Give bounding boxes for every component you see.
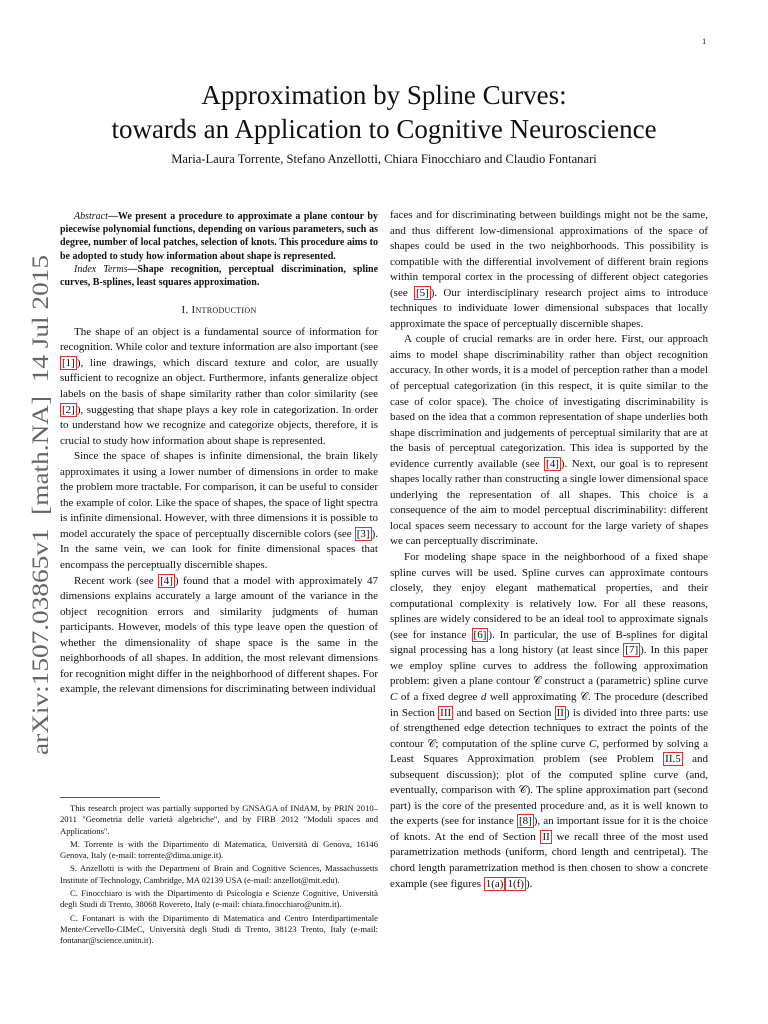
- intro-paragraph-3: [60, 574, 378, 698]
- text-run: well approximating: [486, 690, 580, 703]
- intro-paragraph-1: [60, 325, 378, 449]
- abstract-label: Abstract: [74, 211, 108, 222]
- text-run: ). The spline approximation part (second part) is the core of the presented procedure and, as it is well known to the experts (see for instance: [390, 784, 708, 828]
- footnote-affiliation-finocchiaro: C. Finocchiaro is with the Dipartimento di Psicologia e Scienze Cognitive, Università degli Studi di Trento, 38068 Rovereto, Italy (e-mail: chiara.finocchiaro@unitn.it).: [60, 888, 378, 910]
- text-run: we recall three of the most used parametrization methods (uniform, chord length and centripetal). The chord length parametrization method is then chosen to show a concrete example (see figures: [390, 830, 708, 890]
- citation-link[interactable]: [3]: [356, 527, 370, 540]
- citation-link[interactable]: [7]: [625, 644, 639, 657]
- math-symbol: C: [588, 737, 597, 750]
- index-terms: [60, 263, 378, 289]
- text-run: ), suggesting that shape plays a key role in categorization. In order to understand how we recognize and categorize objects, therefore, it is crucial to study how information about shape is represented.: [60, 403, 378, 447]
- text-run: and based on Section: [453, 706, 555, 719]
- body-paragraph-continued: [390, 208, 708, 332]
- title-line-1: Approximation by Spline Curves:: [201, 80, 567, 110]
- text-run: ), an important issue for it is the choice of knots. At the end of Section: [390, 815, 708, 843]
- text-run: , performed by solving a Least Squares Approximation problem (see Problem: [390, 737, 708, 766]
- text-run: faces and for discriminating between buildings might not be the same, and thus different low-dimensional approximations of the space of shapes could be used in the two neighborhoods. This possibility is compatible with the differential involvement of different brain regions within temporal cortex in the processing of different object categories (see: [390, 209, 708, 299]
- abstract-text: —We present a procedure to approximate a plane contour by piecewise polynomial functions, depending on various parameters, such as degree, number of local patches, selection of knots. This procedure aims to be adopted to study how information about shape is represented.: [60, 211, 378, 262]
- text-run: ). In this paper we employ spline curves to address the following approximation problem: given a plane contour: [390, 644, 708, 688]
- text-run: Recent work (see: [74, 574, 159, 587]
- body-paragraph-splines: [390, 550, 708, 892]
- section-link[interactable]: II: [542, 830, 550, 843]
- text-run: and subsequent discussion); plot of the computed spline curve (and, eventually, comparison with: [390, 753, 708, 797]
- math-symbol: 𝒞: [427, 737, 436, 750]
- text-run: The shape of an object is a fundamental source of information for recognition. While color and texture information are also important (see: [60, 325, 378, 354]
- footnotes: [60, 803, 378, 949]
- text-run: Since the space of shapes is infinite dimensional, the brain likely approximates it using a lower number of dimensions in order to make the problem more tractable. For comparison, it can be useful to consider the example of color. Like the space of shapes, the space of light spectra is infinite dimensional. However, with three dimensions it is possible to model accurately the space of perceptually discernible colors (see: [60, 450, 378, 540]
- text-run: ). In the same vein, we can look for finite dimensional spaces that encompass the perceptually discernible shapes.: [60, 527, 378, 571]
- citation-link[interactable]: [6]: [473, 628, 487, 641]
- text-run: ). Next, our goal is to represent shapes locally rather than constructing a single lower dimensional space underlying the representation of all shapes. This choice is a consequence of the aim to model perceptual discriminability: different local spaces seem necessary to account for the large variety of shapes we can perceptually discriminate.: [390, 457, 708, 548]
- index-terms-label: Index Terms: [74, 263, 128, 275]
- title-line-2: towards an Application to Cognitive Neuroscience: [111, 114, 657, 144]
- text-run: ), line drawings, which discard texture and color, are usually sufficient to recognize an object. Furthermore, infants generalize object labels on the basis of shape similarity rather than color similarity (see: [60, 356, 378, 400]
- text-run: ). Our interdisciplinary research project aims to introduce techniques to individuate lower dimensional subspaces that locally approximate the space of perceptually discernible shapes.: [390, 286, 708, 330]
- index-terms-text: —Shape recognition, perceptual discrimination, spline curves, B-splines, least squares approximation.: [60, 263, 379, 289]
- text-run: ). In particular, the use of B-splines for digital signal processing has a long history (at least since: [390, 628, 709, 657]
- section-link[interactable]: II: [556, 706, 564, 719]
- left-column: [60, 210, 378, 698]
- author-list: Maria-Laura Torrente, Stefano Anzellotti, Chiara Finocchiaro and Claudio Fontanari: [171, 152, 597, 166]
- text-run: A couple of crucial remarks are in order here. First, our approach aims to model shape discriminability rather than object recognition accuracy. In other words, it is a model of perception rather than a model of perceptual categorization (in this respect, it is quite similar to the case of color space). The choice of investigating discriminability is based on the idea that a common representation of shape underlies both shape discrimination and judgements of perceptual similarity that are at the basis of perceptual categorization. This idea is supported by the evidence currently available (see: [390, 333, 708, 470]
- text-run: ).: [525, 877, 533, 890]
- problem-link[interactable]: II.5: [665, 753, 681, 766]
- text-run: . The procedure (described in Section: [390, 690, 708, 719]
- footnote-divider: [60, 797, 160, 798]
- figure-link[interactable]: 1(f): [507, 877, 524, 890]
- abstract: [60, 210, 378, 263]
- citation-link[interactable]: [4]: [546, 457, 559, 470]
- right-column: [390, 208, 708, 892]
- math-symbol: C: [390, 690, 398, 703]
- text-run: ; computation of the spline curve: [435, 737, 589, 750]
- footnote-affiliation-torrente: M. Torrente is with the Dipartimento di Matematica, Università di Genova, 16146 Genova, Italy (e-mail: torrente@dima.unige.it).: [60, 838, 378, 861]
- citation-link[interactable]: [4]: [160, 574, 173, 587]
- figure-link[interactable]: 1(a): [485, 877, 504, 890]
- section-link[interactable]: III: [440, 706, 452, 719]
- citation-link[interactable]: [8]: [518, 815, 532, 828]
- text-run: For modeling shape space in the neighborhood of a fixed shape spline curves will be used. Spline curves can approximate contours closely, they enjoy elegant mathematical properties, and their computational complexity is relatively low. For all these reasons, splines are widely considered to be an ideal tool to approximate signals (see for instance: [390, 551, 708, 641]
- arxiv-identifier-text: arXiv:1507.03865v1 [math.NA] 14 Jul 2015: [28, 333, 53, 755]
- intro-paragraph-2: [60, 449, 378, 573]
- page-number: 1: [702, 36, 707, 46]
- arxiv-identifier-stamp: [14, 250, 60, 760]
- text-run: construct a (parametric) spline curve: [541, 675, 708, 688]
- section-heading-introduction: I. Introduction: [181, 304, 257, 317]
- footnote-funding: This research project was partially supported by GNSAGA of INdAM, by PRIN 2010–2011 "Geometria delle varietà algebriche", and by FIRB 2012 "Moduli spaces and Applications".: [60, 803, 378, 836]
- footnote-affiliation-fontanari: C. Fontanari is with the Dipartimento di Matematica and Centro Interdipartimentale Mente/Cervello-CIMeC, Università degli Studi di Trento, 38123 Trento, Italy (e-mail: fontanar@science.unitn.it).: [60, 912, 378, 946]
- citation-link[interactable]: [5]: [415, 286, 429, 299]
- citation-link[interactable]: [1]: [62, 356, 75, 369]
- text-run: of a fixed degree: [397, 690, 481, 703]
- text-run: ) is divided into three parts: use of strengthened edge detection techniques to extract the points of the contour: [390, 706, 708, 750]
- math-symbol: 𝒞: [518, 784, 527, 797]
- math-symbol: 𝒞: [533, 675, 542, 688]
- math-symbol: d: [480, 690, 487, 703]
- footnote-affiliation-anzellotti: S. Anzellotti is with the Department of Brain and Cognitive Sciences, Massachussetts Institute of Technology, Cambridge, MA 02139 USA (e-mail: anzellot@mit.edu).: [60, 863, 378, 885]
- text-run: ) found that a model with approximately 47 dimensions explains accurately a large amount of the variance in the object recognition errors and similarity judgments of human participants. However, models of this type leave open the question of whether the dimensionality of shape space is the same in the neighborhoods of all shapes. In addition, the most relevant dimensions for recognition might differ in the neighborhood of different shapes. For example, the relevant dimensions for discriminating between individual: [60, 574, 378, 696]
- citation-link[interactable]: [2]: [62, 403, 75, 416]
- body-paragraph-remarks: [390, 332, 708, 550]
- paper-title: [0, 78, 768, 146]
- math-symbol: 𝒞: [579, 690, 589, 703]
